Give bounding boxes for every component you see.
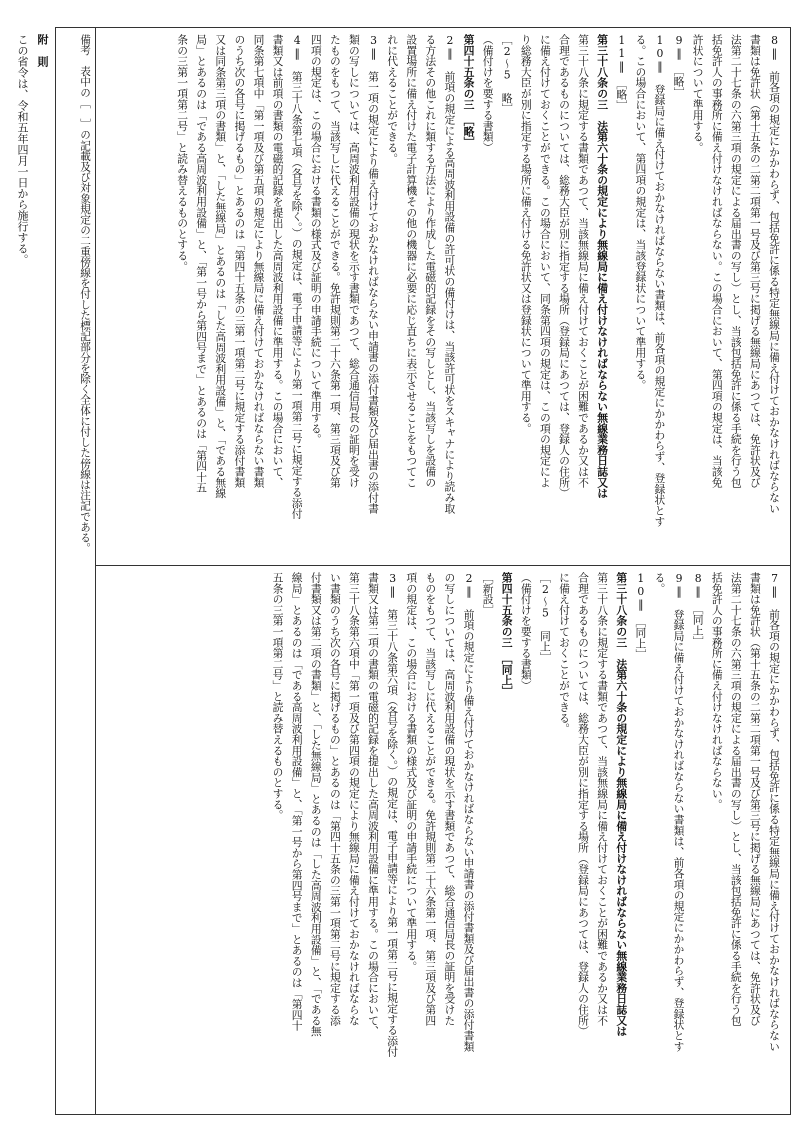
text-line: 10‖ ［同上］	[634, 572, 648, 660]
text-line: 法第二十七条の六第三項の規定による届出書の写し）とし、当該包括免許に係る手続を行う包	[729, 34, 743, 488]
text-line: 9‖ ［略］	[672, 34, 686, 98]
text-line: 許状について準用する。	[691, 34, 705, 153]
text-line: ［2～5 略］	[500, 34, 514, 114]
text-line: 4‖ 第三十八条第七項（各号を除く。）の規定は、電子申請等により第一項第二号に規定する添付	[290, 34, 304, 519]
supplementary-text: この省令は、令和五年四月一日から施行する。	[16, 34, 29, 265]
text-line: り総務大臣が別に指定する場所に備え付ける免許状又は登録状について準用する。	[519, 34, 533, 434]
text-line: 法第二十七条の六第三項の規定による届出書の写し）とし、当該包括免許に係る手続を行う包	[729, 572, 743, 1026]
text-line: 書類又は第二項の書類の電磁的記録を提出した高周波利用設備に準用する。この場合において、	[367, 572, 381, 1037]
text-line: 合理であるものについては、総務大臣が別に指定する場所（登録局にあつては、登録人の住所）	[557, 34, 571, 499]
text-line: 付書類又は第二項の書類」と、「した無線局」とあるのは「した高周波利用設備」と、「である無	[309, 572, 323, 1037]
text-line: 類の写しについては、高周波利用設備の現状を示す書類であつて、総合通信局長の証明を受け	[347, 34, 361, 488]
text-line: 第四十五条の三 ［略］	[462, 34, 476, 148]
former-text-column	[94, 572, 784, 1090]
text-line: 第三十八条の三 法第六十条の規定により無線局に備え付けなければならない無線業務日誌又は	[615, 572, 629, 1037]
text-line: の写しについては、高周波利用設備の現状を示す書類であつて、総合通信局長の証明を受けた	[443, 572, 457, 1026]
text-line: 2‖ 前項の規定による高周波利用設備の許可状の備付けは、当該許可状をスキャナにより読み取	[443, 34, 457, 514]
text-line: （備付けを要する書類）	[519, 572, 533, 691]
text-line: 設置場所に備え付けた電子計算機その他の機器に必要に応じ直ちに表示させることをもつてこ	[405, 34, 419, 488]
remarks-note: 備考 表中の［ ］の記載及び対象規定の二重傍線を付した標記部分を除く全体に付した傍線は注記である。	[79, 34, 91, 554]
text-line: る方法その他これに類する方法により作成した電磁的記録をその写しとし、当該写しを設備の	[424, 34, 438, 488]
text-line: 2‖ 前項の規定により備え付けておかなければならない申請書の添付書類及び届出書の添付書類	[462, 572, 476, 1052]
text-line: 線局」とあるのは「である高周波利用設備」と、「第一号から第四号まで」とあるのは「第四十	[290, 572, 304, 1031]
current-text-column	[94, 34, 784, 550]
row-divider	[95, 565, 791, 566]
text-line: 書類又は前項の書類の電磁的記録を提出した高周波利用設備に準用する。この場合において、	[271, 34, 285, 488]
text-line: （備付けを要する書類）	[481, 34, 495, 153]
text-line: 第三十八条の三 法第六十条の規定により無線局に備え付けなければならない無線業務日誌又は	[596, 34, 610, 499]
text-line: ものをもつて、当該写しに代えることができる。免許規則第二十六条第一項、第三項及び第四	[424, 572, 438, 1026]
text-line: る。この場合において、第四項の規定は、当該登録状について準用する。	[634, 34, 648, 391]
text-line: 書類は免許状（第十五条の二第二項第一号及び第三号に掲げる無線局にあつては、免許状及び	[748, 34, 762, 488]
text-line: 3‖ 第三十八条第六項（各号を除く。）の規定は、電子申請等により第一項第二号に規定する添付	[386, 572, 400, 1057]
text-line: 合理であるものについては、総務大臣が別に指定する場所（登録局にあつては、登録人の住所）	[577, 572, 591, 1037]
text-line: 8‖ 前各項の規定にかかわらず、包括免許に係る特定無線局に備え付けておかなければならない	[768, 34, 781, 514]
text-line: 局」とあるのは「である高周波利用設備」と、「第一号から第四号まで」とあるのは「第四十五	[195, 34, 209, 493]
text-line: ［2～5 同上］	[538, 572, 552, 663]
text-line: 五条の三第一項第二号」と読み替えるものとする。	[271, 572, 285, 821]
text-line: 又は同条第三項の書類」と、「した無線局」とあるのは「した高周波利用設備」と、「である無線	[214, 34, 228, 499]
text-line: に備え付けておくことができる。この場合において、同条第四項の規定は、この項の規定によ	[538, 34, 552, 488]
text-line: 四項の規定は、この場合における書類の様式及び証明の申請手続について準用する。	[309, 34, 323, 445]
text-line: 同条第七項中「第一項及び第五項の規定により無線局に備え付けておかなければならない書類	[252, 34, 266, 488]
text-line: 第四十五条の三 ［同上］	[500, 572, 514, 697]
text-line: のうち次の各号に掲げるもの」とあるのは「第四十五条の三第一項第二号に規定する添付書類	[233, 34, 247, 488]
supplementary-provisions	[2, 34, 52, 1094]
text-line: 10‖ 登録局に備え付けておかなければならない書類は、前各項の規定にかかわらず、登録状とす	[653, 34, 667, 527]
text-line: ［新設］	[481, 572, 495, 616]
text-line: 書類は免許状（第十五条の二第二項第一号及び第三号に掲げる無線局にあつては、免許状及び	[748, 572, 762, 1026]
text-line: 括免許人の事務所に備え付けなければならない。この場合において、第四項の規定は、当該免	[710, 34, 724, 488]
text-line: 第三十八条に規定する書類であつて、当該無線局に備え付けておくことが困難であるか又は不	[596, 572, 610, 1026]
text-line: る。	[653, 572, 667, 594]
text-line: 条の三第一項第二号」と読み替えるものとする。	[176, 34, 190, 272]
text-line: 8‖ ［同上］	[691, 572, 705, 647]
supplementary-heading: 附 則	[36, 34, 49, 67]
text-line: い書類のうち次の各号に掲げるもの」とあるのは「第四十五条の三第一項第二号に規定する添	[328, 572, 342, 1026]
text-line: 第三十八条に規定する書類であつて、当該無線局に備え付けておくことが困難であるか又は不	[577, 34, 591, 488]
text-line: に備え付けておくことができる。	[557, 572, 571, 734]
text-line: 11‖ ［略］	[615, 34, 629, 111]
text-line: れに代えることができる。	[386, 34, 400, 164]
text-line: 第三十八条第六項中「第一項及び第四項の規定により無線局に備え付けておかなければならな	[347, 572, 361, 1026]
text-line: 括免許人の事務所に備え付けなければならない。	[710, 572, 724, 810]
text-line: 項の規定は、この場合における書類の様式及び証明の申請手続について準用する。	[405, 572, 419, 972]
text-line: 3‖ 第一項の規定により備え付けておかなければならない申請書の添付書類及び届出書の添付書	[367, 34, 381, 514]
text-line: たものをもつて、当該写しに代えることができる。免許規則第二十六条第一項、第三項及び第	[328, 34, 342, 488]
text-line: 7‖ 前各項の規定にかかわらず、包括免許に係る特定無線局に備え付けておかなければならない	[768, 572, 781, 1052]
text-line: 9‖ 登録局に備え付けておかなければならない書類は、前各項の規定にかかわらず、登録状とす	[672, 572, 686, 1052]
